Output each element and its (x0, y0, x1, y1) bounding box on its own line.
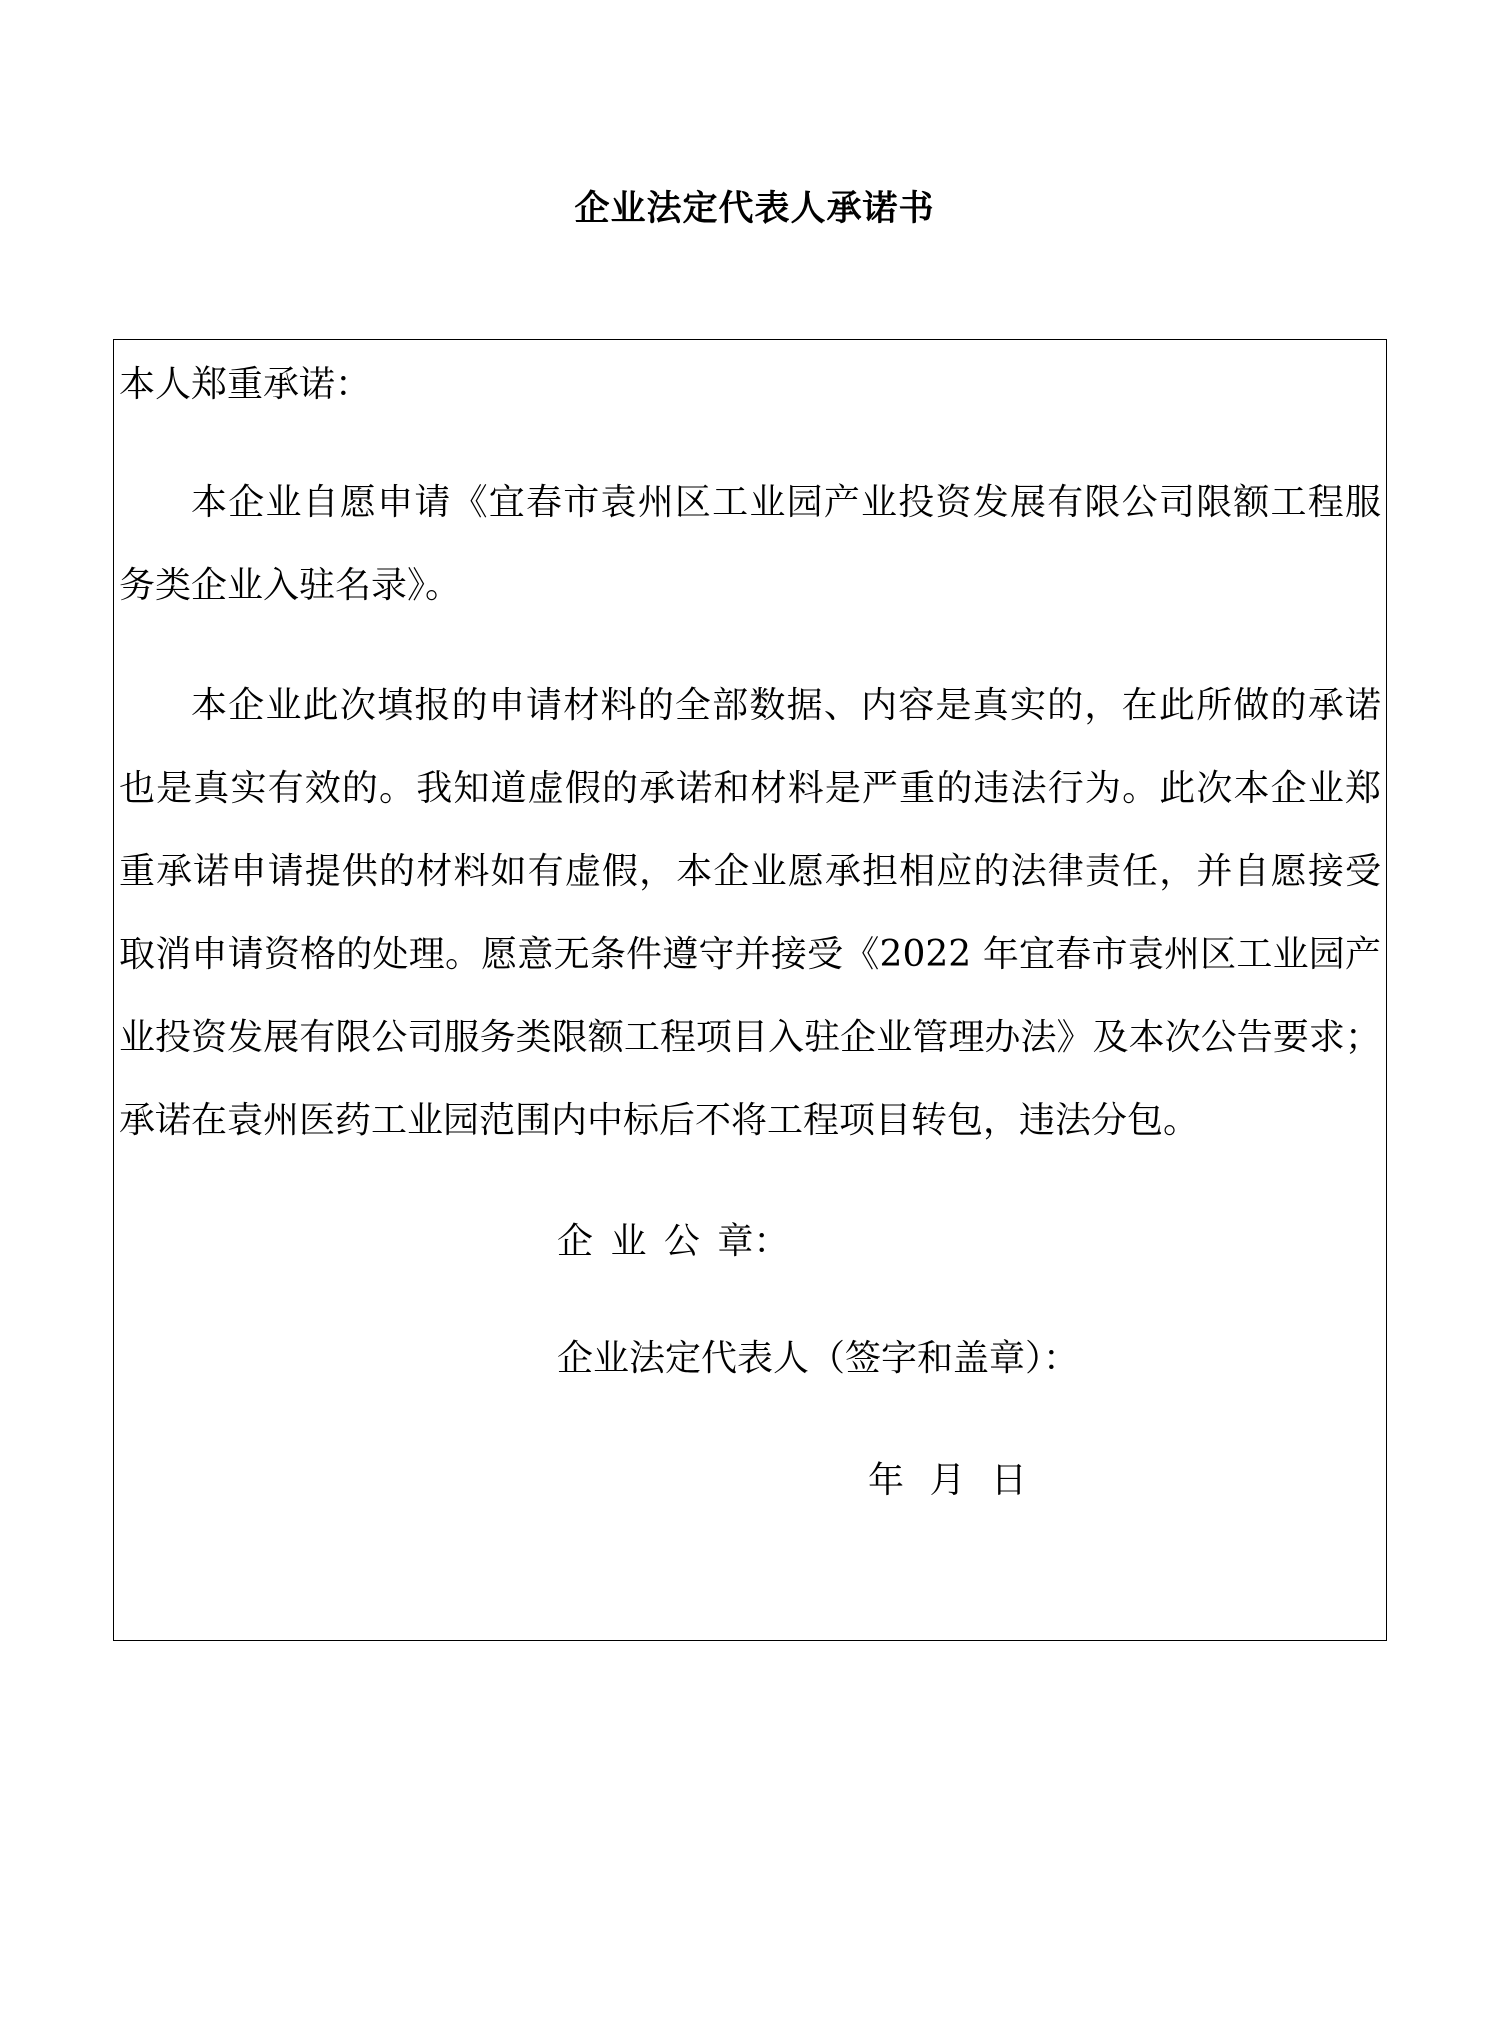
paragraph-commitment (119, 664, 1381, 1162)
paragraph-line: 也是真实有效的。我知道虚假的承诺和材料是严重的违法行为。此次本企业郑 (119, 768, 1381, 809)
greeting-line: 本人郑重承诺： (119, 364, 372, 405)
paragraph-line: 取消申请资格的处理。愿意无条件遵守并接受《2022 年宜春市袁州区工业园产 (119, 934, 1381, 975)
document-title: 企业法定代表人承诺书 (574, 188, 935, 229)
paragraph-line: 本企业此次填报的申请材料的全部数据、内容是真实的，在此所做的承诺 (191, 685, 1381, 726)
paragraph-line: 本企业自愿申请《宜春市袁州区工业园产业投资发展有限公司限额工程服 (191, 482, 1381, 523)
paragraph-application (119, 461, 1381, 627)
greeting (119, 343, 1381, 426)
company-seal-label: 企 业 公 章： (557, 1221, 790, 1262)
paragraph-line: 业投资发展有限公司服务类限额工程项目入驻企业管理办法》及本次公告要求； (119, 1017, 1381, 1058)
paragraph-line: 承诺在袁州医药工业园范围内中标后不将工程项目转包，违法分包。 (119, 1100, 1200, 1141)
date-label: 年 月 日 (868, 1460, 1027, 1501)
legal-representative-signature-label: 企业法定代表人（签字和盖章）： (557, 1338, 1080, 1379)
paragraph-line: 务类企业入驻名录》。 (119, 565, 462, 606)
pledge-box (113, 339, 1387, 1641)
paragraph-line: 重承诺申请提供的材料如有虚假，本企业愿承担相应的法律责任，并自愿接受 (119, 851, 1381, 892)
